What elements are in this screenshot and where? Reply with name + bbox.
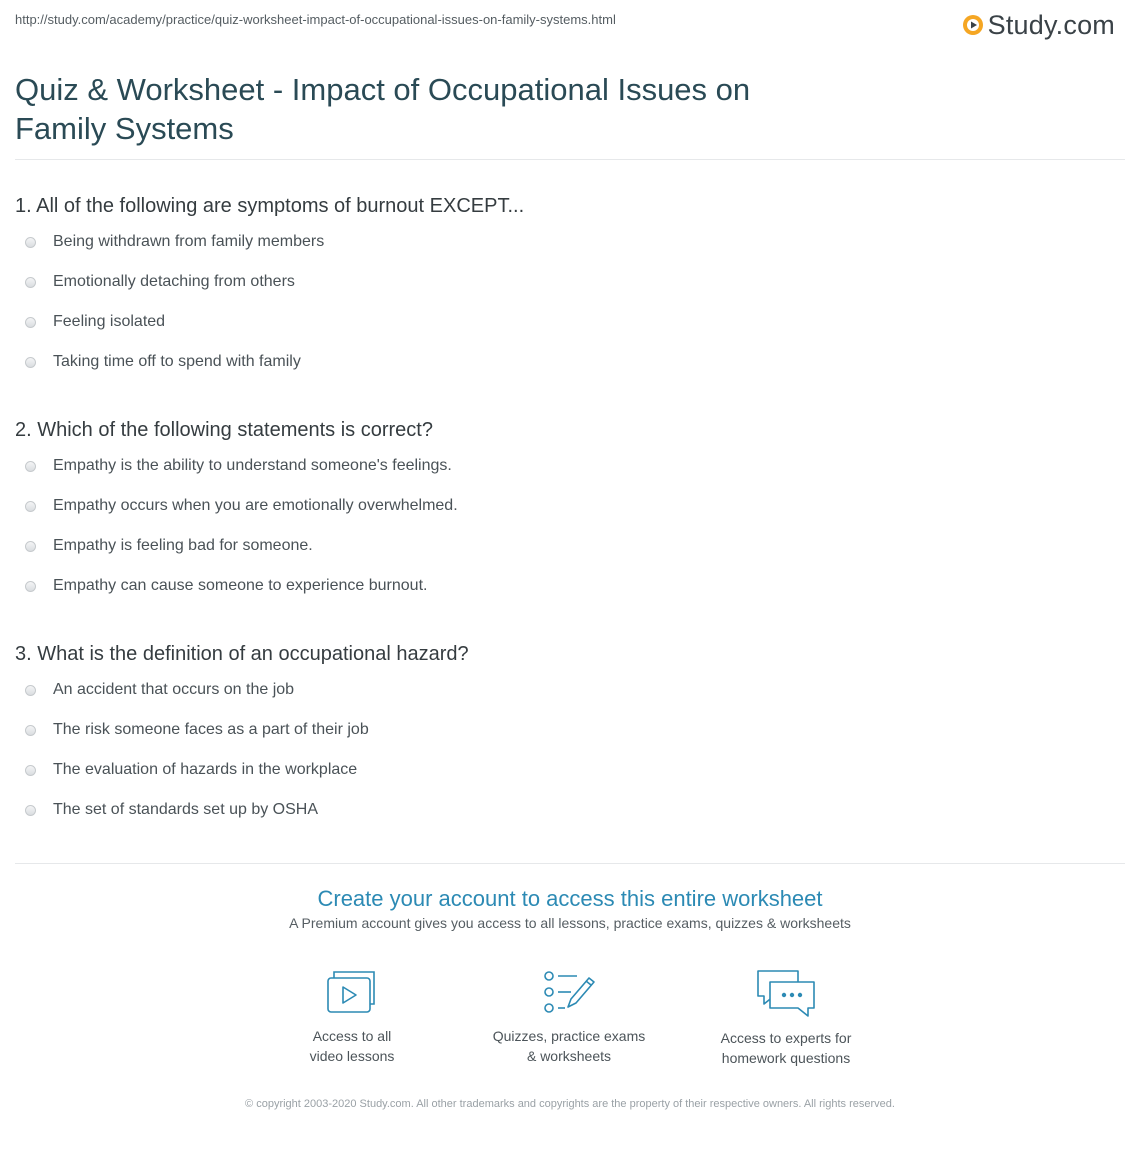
feature-label: Access to experts for homework questions	[720, 1030, 852, 1066]
question-3	[15, 642, 1125, 818]
question-1-text: 1. All of the following are symptoms of burnout EXCEPT...	[15, 195, 525, 217]
quiz-checklist-icon	[541, 968, 597, 1016]
logo-text: Study.com	[987, 9, 1115, 40]
answer-option[interactable]	[15, 790, 369, 830]
radio-button[interactable]	[25, 317, 36, 328]
radio-button[interactable]	[25, 237, 36, 248]
play-circle-icon	[962, 14, 984, 36]
question-3-text: 3. What is the definition of an occupational hazard?	[15, 643, 469, 665]
title-divider	[15, 159, 1125, 160]
question-1-options	[15, 222, 324, 382]
answer-option[interactable]	[15, 446, 458, 486]
answer-label: Empathy occurs when you are emotionally overwhelmed.	[53, 497, 458, 514]
feature-video-lessons	[262, 968, 442, 1066]
cta-subtitle: A Premium account gives you access to all lessons, practice exams, quizzes & worksheets	[289, 915, 851, 931]
radio-button[interactable]	[25, 581, 36, 592]
answer-label: An accident that occurs on the job	[53, 681, 295, 698]
answer-option[interactable]	[15, 342, 324, 382]
answer-option[interactable]	[15, 302, 324, 342]
answer-option[interactable]	[15, 262, 324, 302]
radio-button[interactable]	[25, 541, 36, 552]
radio-button[interactable]	[25, 685, 36, 696]
radio-button[interactable]	[25, 357, 36, 368]
radio-button[interactable]	[25, 725, 36, 736]
radio-button[interactable]	[25, 805, 36, 816]
answer-label: The risk someone faces as a part of their job	[53, 721, 369, 738]
answer-label: The set of standards set up by OSHA	[53, 801, 319, 818]
question-3-options	[15, 670, 369, 830]
premium-features	[0, 968, 1140, 1068]
answer-option[interactable]	[15, 526, 458, 566]
chat-bubbles-icon	[754, 968, 818, 1018]
question-1	[15, 194, 1125, 370]
feature-label: Access to all video lessons	[309, 1028, 395, 1064]
signup-cta	[0, 885, 1140, 931]
answer-label: Emotionally detaching from others	[53, 273, 295, 290]
answer-option[interactable]	[15, 486, 458, 526]
feature-label: Quizzes, practice exams & worksheets	[492, 1028, 646, 1064]
answer-option[interactable]	[15, 566, 458, 606]
question-2-text: 2. Which of the following statements is correct?	[15, 419, 433, 441]
radio-button[interactable]	[25, 461, 36, 472]
video-lessons-icon	[324, 968, 380, 1016]
page-url: http://study.com/academy/practice/quiz-worksheet-impact-of-occupational-issues-on-family-systems.html	[15, 12, 616, 27]
answer-option[interactable]	[15, 222, 324, 262]
page-title: Quiz & Worksheet - Impact of Occupational Issues on Family Systems	[15, 72, 751, 146]
answer-label: Taking time off to spend with family	[53, 353, 301, 370]
answer-label: Being withdrawn from family members	[53, 233, 325, 250]
top-bar	[15, 10, 1125, 40]
answer-label: The evaluation of hazards in the workplace	[53, 761, 358, 778]
answer-label: Empathy can cause someone to experience burnout.	[53, 577, 428, 594]
radio-button[interactable]	[25, 501, 36, 512]
questions-divider	[15, 863, 1125, 864]
answer-option[interactable]	[15, 670, 369, 710]
radio-button[interactable]	[25, 277, 36, 288]
feature-experts	[696, 968, 876, 1068]
answer-label: Feeling isolated	[53, 313, 166, 330]
copyright-footer: © copyright 2003-2020 Study.com. All other trademarks and copyrights are the property of their respective owners. All rights reserved.	[245, 1098, 895, 1110]
create-account-link[interactable]: Create your account to access this entire worksheet	[317, 886, 823, 911]
feature-quizzes	[479, 968, 659, 1066]
radio-button[interactable]	[25, 765, 36, 776]
answer-label: Empathy is feeling bad for someone.	[53, 537, 313, 554]
answer-option[interactable]	[15, 710, 369, 750]
answer-option[interactable]	[15, 750, 369, 790]
study-logo[interactable]	[962, 10, 1115, 40]
answer-label: Empathy is the ability to understand someone's feelings.	[53, 457, 452, 474]
question-2-options	[15, 446, 458, 606]
question-2	[15, 418, 1125, 594]
